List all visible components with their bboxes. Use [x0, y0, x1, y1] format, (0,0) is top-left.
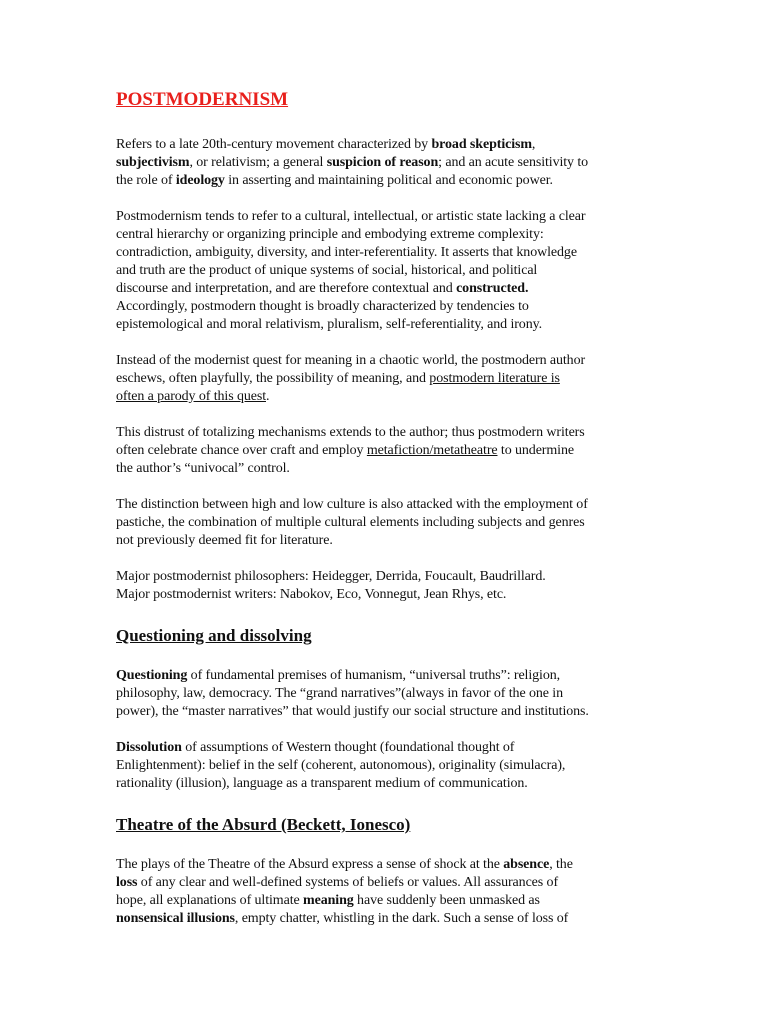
text-line: Instead of the modernist quest for meaning in a chaotic world, the postmodern author [116, 353, 586, 368]
paragraph-major-figures [116, 568, 656, 604]
paragraph-author [116, 424, 656, 478]
text-line [116, 172, 656, 190]
paragraph-definition [116, 136, 656, 190]
text-line: epistemological and moral relativism, pluralism, self-referentiality, and irony. [116, 317, 542, 332]
text-line [116, 910, 656, 928]
bold-term: absence [503, 857, 550, 872]
text-line: the author’s “univocal” control. [116, 461, 290, 476]
bold-term: constructed. [456, 281, 529, 296]
section-heading-questioning: Questioning and dissolving [116, 626, 312, 645]
text-line: contradiction, ambiguity, diversity, and inter-referentiality. It asserts that knowledge [116, 245, 577, 260]
text: ; and an acute sensitivity to [438, 155, 589, 170]
bold-term: nonsensical illusions [116, 911, 235, 926]
text-line [116, 280, 656, 298]
text: , empty chatter, whistling in the dark. Such a sense of loss of [234, 911, 569, 926]
paragraph-dissolution [116, 739, 656, 793]
text-line: Major postmodernist philosophers: Heidegger, Derrida, Foucault, Baudrillard. [116, 569, 546, 584]
text-line: pastiche, the combination of multiple cultural elements including subjects and genres [116, 515, 585, 530]
text-line: central hierarchy or organizing principle and embodying extreme complexity: [116, 227, 544, 242]
text-line [116, 442, 656, 460]
bold-term: loss [116, 875, 138, 890]
text: . [266, 389, 270, 404]
bold-term: Questioning [116, 668, 188, 683]
text: Refers to a late 20th-century movement characterized by [116, 137, 432, 152]
section-heading-absurd: Theatre of the Absurd (Beckett, Ionesco) [116, 815, 411, 834]
text: , or relativism; a general [189, 155, 327, 170]
text-line: Accordingly, postmodern thought is broadly characterized by tendencies to [116, 299, 529, 314]
paragraph-modernist-quest [116, 352, 656, 406]
paragraph-absurd [116, 856, 656, 928]
text-line: power), the “master narratives” that would justify our social structure and institutions. [116, 704, 589, 719]
text-line: Major postmodernist writers: Nabokov, Eco, Vonnegut, Jean Rhys, etc. [116, 587, 507, 602]
text: The plays of the Theatre of the Absurd express a sense of shock at the [116, 857, 504, 872]
bold-term: suspicion of reason [326, 155, 439, 170]
bold-term: broad skepticism [431, 137, 532, 152]
text-line: Enlightenment): belief in the self (coherent, autonomous), originality (simulacra), [116, 758, 566, 773]
underlined-phrase: often a parody of this quest [116, 389, 266, 404]
text-line [116, 892, 656, 910]
text-line: and truth are the product of unique systems of social, historical, and political [116, 263, 538, 278]
text: , [531, 137, 536, 152]
paragraph-questioning [116, 667, 656, 721]
text-line [116, 154, 656, 172]
text: discourse and interpretation, and are therefore contextual and [116, 281, 457, 296]
text-line [116, 388, 656, 406]
bold-term: ideology [175, 173, 225, 188]
text-line [116, 874, 656, 892]
text: of assumptions of Western thought (foundational thought of [181, 740, 515, 755]
text-line: philosophy, law, democracy. The “grand narratives”(always in favor of the one in [116, 686, 563, 701]
document-page [116, 88, 656, 946]
text-line [116, 856, 656, 874]
text-line: This distrust of totalizing mechanisms extends to the author; thus postmodern writers [116, 425, 585, 440]
text: of fundamental premises of humanism, “universal truths”: religion, [187, 668, 561, 683]
underlined-phrase: postmodern literature is [429, 371, 560, 386]
text: of any clear and well-defined systems of beliefs or values. All assurances of [137, 875, 559, 890]
text-line: Postmodernism tends to refer to a cultural, intellectual, or artistic state lacking a clear [116, 209, 586, 224]
bold-term: meaning [303, 893, 354, 908]
document-title: POSTMODERNISM [116, 89, 289, 110]
text: eschews, often playfully, the possibility of meaning, and [116, 371, 430, 386]
paragraph-characteristics [116, 208, 656, 334]
paragraph-culture [116, 496, 656, 550]
text: have suddenly been unmasked as [353, 893, 540, 908]
bold-term: Dissolution [116, 740, 182, 755]
text: often celebrate chance over craft and employ [116, 443, 367, 458]
text: to undermine [497, 443, 574, 458]
text-line: rationality (illusion), language as a transparent medium of communication. [116, 776, 528, 791]
text-line: The distinction between high and low culture is also attacked with the employment of [116, 497, 588, 512]
text-line [116, 667, 656, 685]
bold-term: subjectivism [116, 155, 190, 170]
text-line [116, 739, 656, 757]
text: , the [549, 857, 573, 872]
underlined-phrase: metafiction/metatheatre [366, 443, 498, 458]
text: in asserting and maintaining political and economic power. [224, 173, 553, 188]
text: the role of [116, 173, 176, 188]
text-line [116, 370, 656, 388]
text-line: not previously deemed fit for literature. [116, 533, 333, 548]
text: hope, all explanations of ultimate [116, 893, 304, 908]
text-line [116, 136, 656, 154]
